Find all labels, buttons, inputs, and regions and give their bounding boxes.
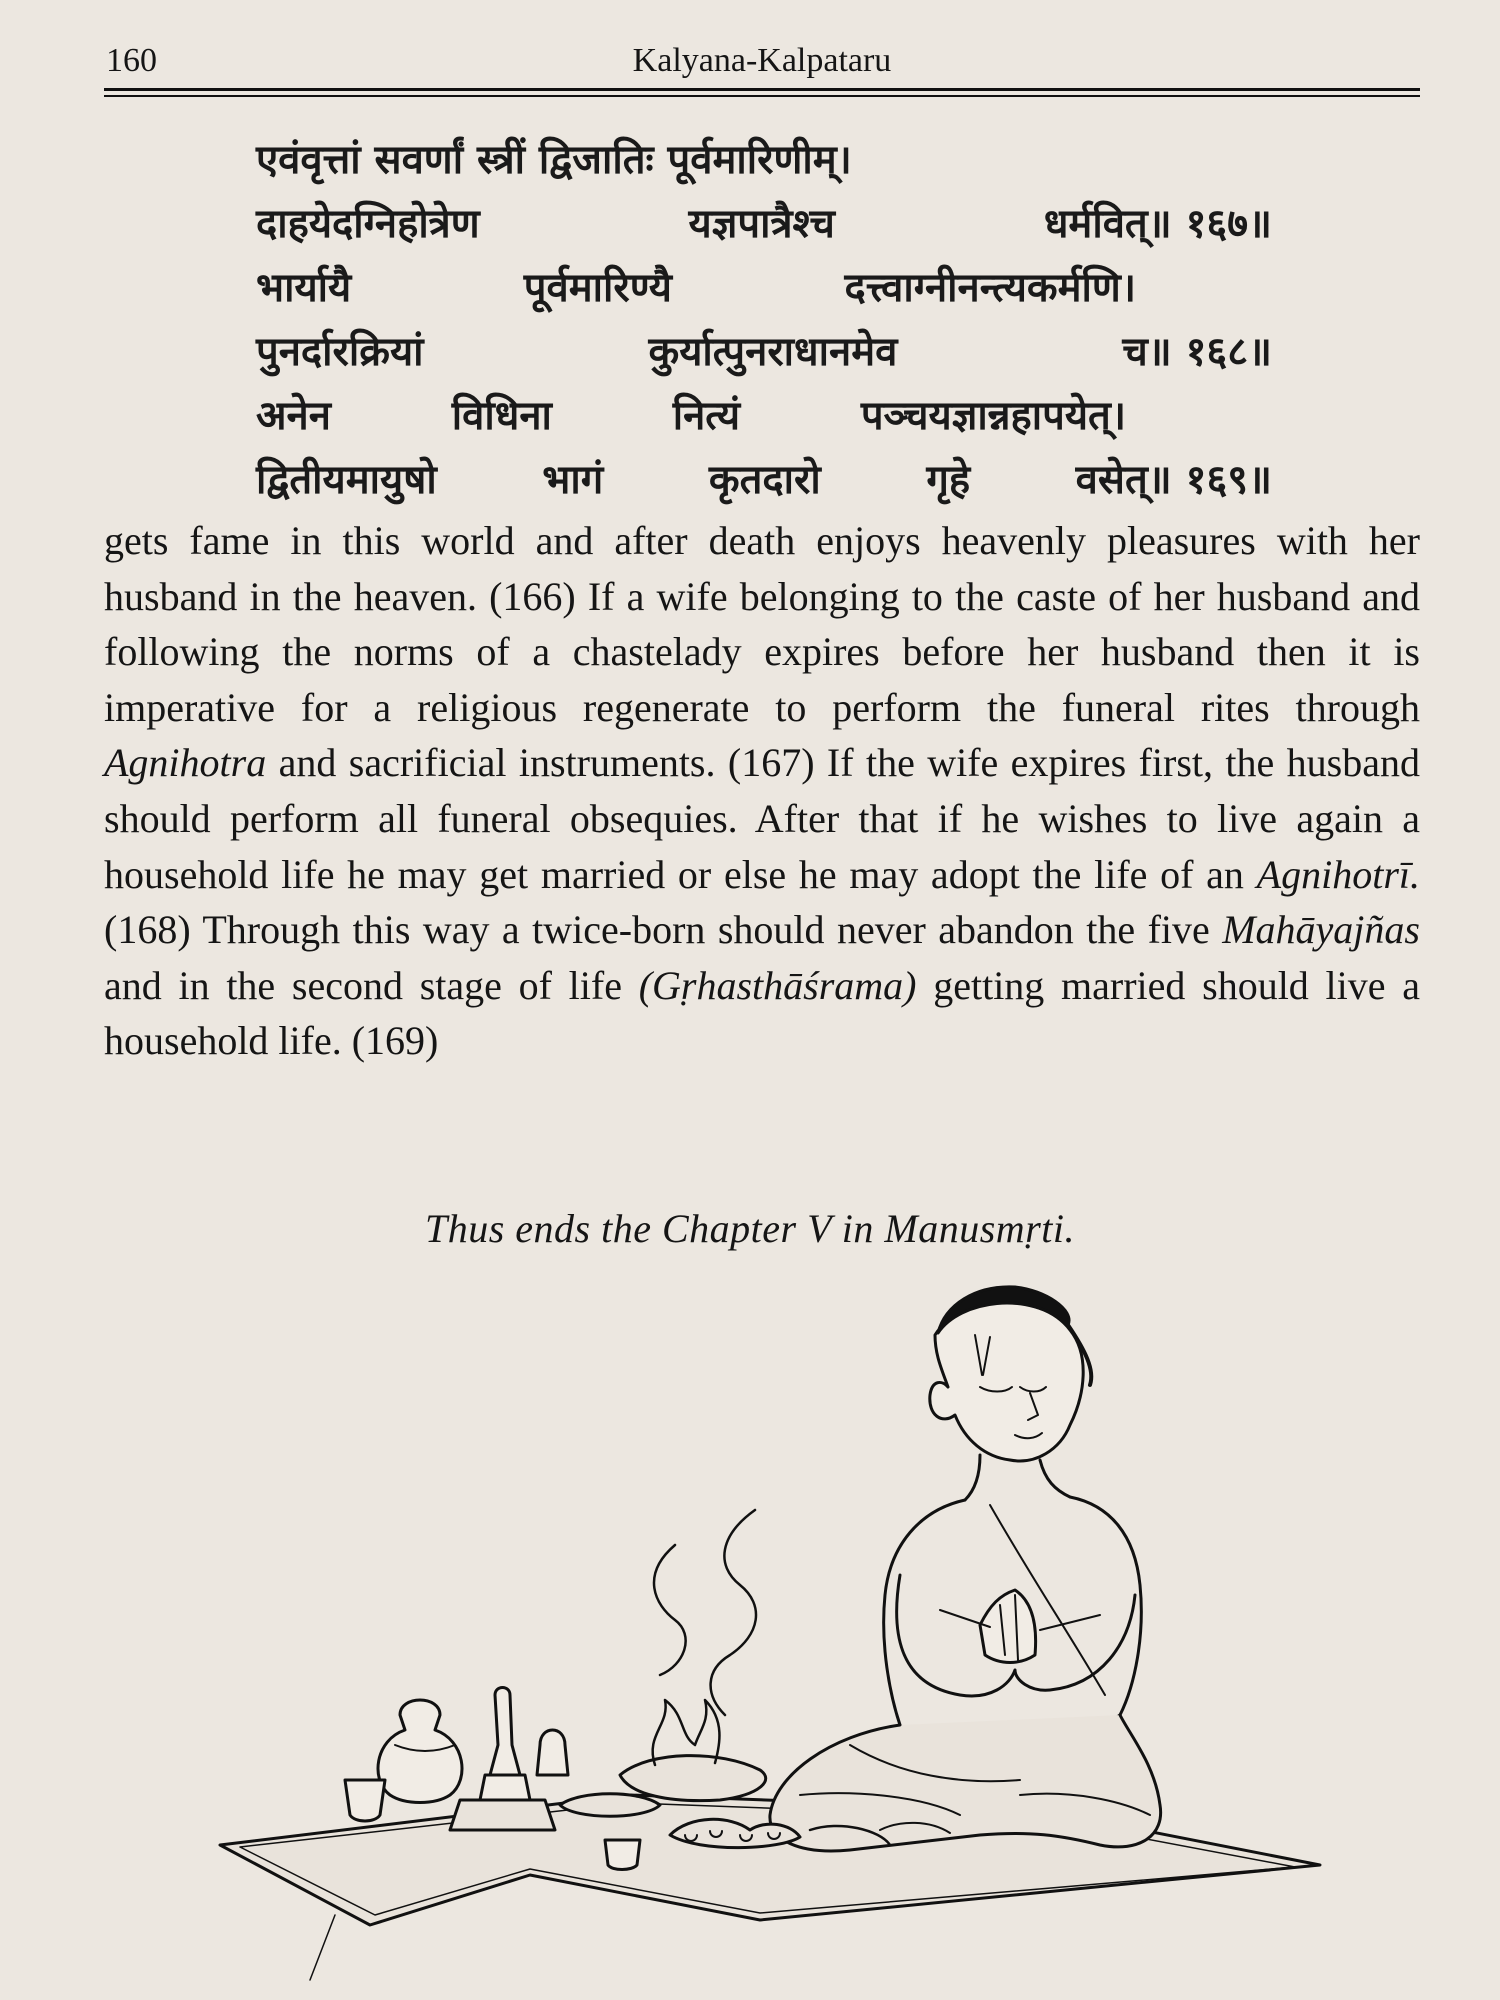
verse-word: वसेत्॥ १६९॥	[1075, 457, 1272, 503]
text-run: and sacrificial instruments. (167) If the wife expires first, the husband should perform all funeral obsequies. After that if he wishes to live again a household life he may get married or else he may adopt the life of an	[104, 740, 1420, 897]
verse-word: च॥ १६८॥	[1122, 329, 1272, 375]
verse-word: दत्त्वाग्नीनन्त्यकर्मणि।	[844, 265, 1136, 311]
verse-word: यज्ञपात्रैश्च	[688, 201, 835, 247]
page-header	[104, 38, 1420, 84]
smoke	[654, 1510, 756, 1715]
verse-line	[256, 128, 1272, 192]
header-rule-top	[104, 88, 1420, 91]
fire-pit	[620, 1756, 766, 1801]
verse-word: भार्यायै	[256, 265, 352, 311]
verse-word: धर्मवित्॥ १६७॥	[1043, 201, 1272, 247]
italic-term: (Gṛhasthāśrama)	[638, 962, 917, 1008]
chapter-end-line: Thus ends the Chapter V in Manusmṛti.	[424, 1206, 1075, 1251]
brahmin-fire-ritual-illustration	[200, 1275, 1350, 1985]
text-run: and in the second stage of life	[104, 962, 639, 1008]
italic-term: Agnihotra	[104, 740, 267, 786]
verse-word: भागं	[542, 457, 604, 503]
text-run: (168) Through this way a twice-born should never abandon the five	[104, 907, 1223, 953]
offering-plate	[560, 1794, 660, 1817]
verse-line	[256, 320, 1272, 384]
verse-word: एवंवृत्तां सवर्णां स्त्रीं द्विजातिः पूर्वमारिणीम्।	[256, 137, 852, 183]
verse-line	[256, 256, 1136, 320]
verse-line	[256, 448, 1272, 512]
header-rule-bottom	[104, 95, 1420, 97]
verse-word: पञ्चयज्ञान्नहापयेत्।	[860, 393, 1126, 439]
verse-word: दाहयेदग्निहोत्रेण	[256, 201, 480, 247]
verse-word: नित्यं	[672, 393, 741, 439]
text-run: getting married should live a household life. (169)	[104, 962, 1420, 1064]
italic-term: Agnihotrī.	[1256, 851, 1420, 897]
verse-word: द्वितीयमायुषो	[256, 457, 437, 503]
translation-paragraph	[104, 513, 1420, 1069]
cup	[345, 1780, 385, 1821]
text-run: gets fame in this world and after death enjoys heavenly pleasures with her husband in the heaven. (166) If a wife belonging to the caste of her husband and following the norms of a chastelady expires before her husband then it is imperative for a religious regenerate to perform the funeral rites through	[104, 518, 1420, 730]
running-title: Kalyana-Kalpataru	[632, 42, 892, 79]
page-number: 160	[106, 42, 157, 79]
verse-word: कुर्यात्पुनराधानमेव	[648, 329, 898, 375]
lamp	[537, 1730, 568, 1775]
verse-line	[256, 192, 1272, 256]
legs	[770, 1715, 1161, 1851]
verse-word: पूर्वमारिण्यै	[523, 265, 672, 311]
italic-term: Mahāyajñas	[1222, 907, 1420, 953]
verse-word: पुनर्दारक्रियां	[256, 329, 424, 375]
verse-line	[256, 384, 1126, 448]
sanskrit-verses	[256, 128, 1272, 512]
verse-word: गृहे	[926, 457, 971, 503]
verse-word: विधिना	[451, 393, 552, 439]
cup	[605, 1840, 640, 1870]
verse-word: कृतदारो	[708, 457, 821, 503]
head	[930, 1302, 1083, 1461]
idol	[490, 1688, 520, 1776]
verse-word: अनेन	[256, 393, 331, 439]
